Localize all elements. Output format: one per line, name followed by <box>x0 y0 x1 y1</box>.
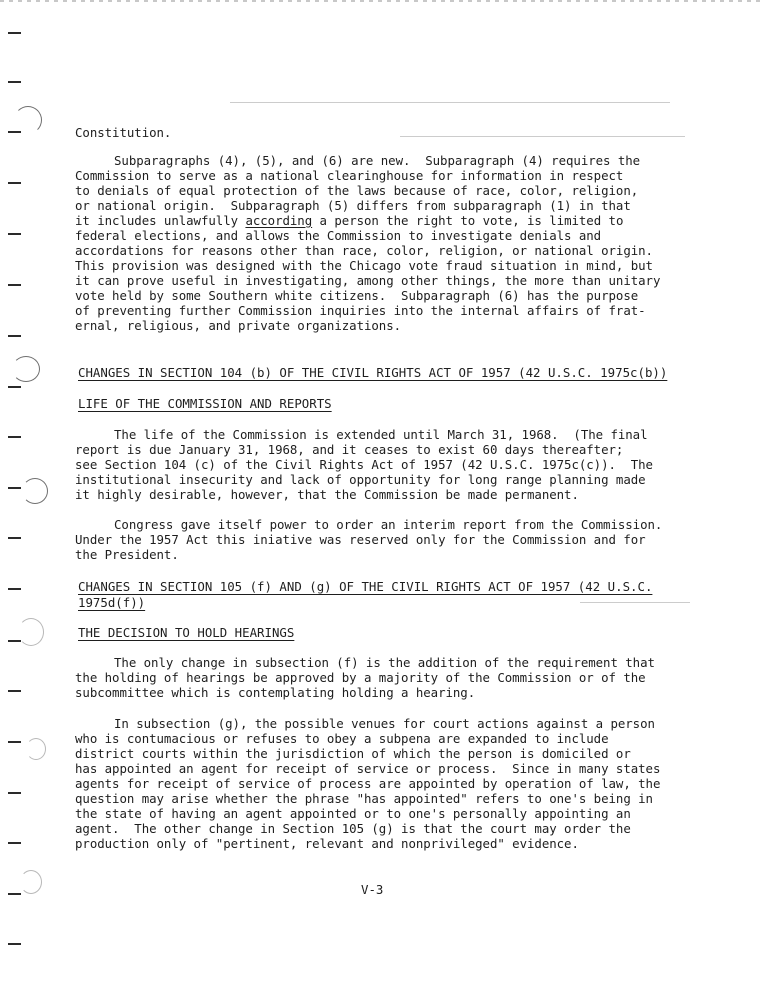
margin-mark <box>8 81 21 83</box>
text-line: ernal, religious, and private organizations. <box>75 318 402 333</box>
margin-mark <box>8 690 21 692</box>
text-segment: a person the right to vote, is limited to <box>312 213 624 228</box>
margin-mark <box>8 842 21 844</box>
text-line: The only change in subsection (f) is the addition of the requirement that <box>114 655 655 670</box>
text-line: who is contumacious or refuses to obey a subpena are expanded to include <box>75 731 609 746</box>
section-heading-continued: 1975d(f)) <box>78 595 146 610</box>
text-line: agents for receipt of service of process are appointed by operation of law, the <box>75 776 661 791</box>
text-line: has appointed an agent for receipt of service or process. Since in many states <box>75 761 661 776</box>
margin-mark <box>8 893 21 895</box>
text-line: the President. <box>75 547 179 562</box>
text-line: accordations for reasons other than race, color, religion, or national origin. <box>75 243 653 258</box>
text-line: Congress gave itself power to order an interim report from the Commission. <box>114 517 663 532</box>
margin-mark <box>8 182 21 184</box>
section-heading: CHANGES IN SECTION 104 (b) OF THE CIVIL RIGHTS ACT OF 1957 (42 U.S.C. 1975c(b)) <box>78 365 668 380</box>
scan-noise <box>230 102 670 103</box>
punch-hole <box>18 618 44 646</box>
margin-mark <box>8 233 21 235</box>
text-segment: it includes unlawfully <box>75 213 246 228</box>
text-line: it can prove useful in investigating, among other things, the more than unitary <box>75 273 661 288</box>
text-line: the holding of hearings be approved by a majority of the Commission or of the <box>75 670 646 685</box>
text-line: agent. The other change in Section 105 (g) is that the court may order the <box>75 821 631 836</box>
text-line: district courts within the jurisdiction of which the person is domiciled or <box>75 746 631 761</box>
text-line: The life of the Commission is extended until March 31, 1968. (The final <box>114 427 648 442</box>
punch-hole <box>12 356 40 382</box>
text-line: or national origin. Subparagraph (5) differs from subparagraph (1) in that <box>75 198 631 213</box>
margin-mark <box>8 537 21 539</box>
punch-hole <box>20 870 42 894</box>
text-line: institutional insecurity and lack of opportunity for long range planning made <box>75 472 646 487</box>
text-line: vote held by some Southern white citizens. Subparagraph (6) has the purpose <box>75 288 639 303</box>
text-line: This provision was designed with the Chicago vote fraud situation in mind, but <box>75 258 653 273</box>
page-top-edge <box>0 0 763 2</box>
text-line: of preventing further Commission inquiries into the internal affairs of frat- <box>75 303 646 318</box>
text-line: Under the 1957 Act this iniative was reserved only for the Commission and for <box>75 532 646 547</box>
margin-mark <box>8 335 21 337</box>
margin-mark <box>8 792 21 794</box>
margin-mark <box>8 588 21 590</box>
text-line: Commission to serve as a national clearinghouse for information in respect <box>75 168 624 183</box>
text-line <box>75 213 623 228</box>
margin-mark <box>8 436 21 438</box>
text-line: Subparagraphs (4), (5), and (6) are new. Subparagraph (4) requires the <box>114 153 641 168</box>
margin-mark <box>8 32 21 34</box>
text-line: the state of having an agent appointed or to one's personally appointing an <box>75 806 631 821</box>
page-number: V-3 <box>361 882 384 897</box>
margin-mark <box>8 640 21 642</box>
text-line: federal elections, and allows the Commission to investigate denials and <box>75 228 602 243</box>
margin-mark <box>8 487 21 489</box>
margin-mark <box>8 741 21 743</box>
margin-mark <box>8 284 21 286</box>
subsection-heading: THE DECISION TO HOLD HEARINGS <box>78 625 295 640</box>
margin-mark <box>8 943 21 945</box>
text-line: it highly desirable, however, that the Commission be made permanent. <box>75 487 579 502</box>
subsection-heading: LIFE OF THE COMMISSION AND REPORTS <box>78 396 332 411</box>
text-line: see Section 104 (c) of the Civil Rights Act of 1957 (42 U.S.C. 1975c(c)). The <box>75 457 653 472</box>
text-line: production only of "pertinent, relevant and nonprivileged" evidence. <box>75 836 579 851</box>
text-line: Constitution. <box>75 125 172 140</box>
text-line: to denials of equal protection of the laws because of race, color, religion, <box>75 183 639 198</box>
text-line: report is due January 31, 1968, and it ceases to exist 60 days thereafter; <box>75 442 624 457</box>
punch-hole <box>22 478 48 504</box>
punch-hole <box>26 738 46 760</box>
margin-mark <box>8 386 21 388</box>
text-line: In subsection (g), the possible venues for court actions against a person <box>114 716 655 731</box>
punch-hole <box>14 106 42 134</box>
scan-noise <box>580 602 690 603</box>
underlined-word: according <box>245 213 313 228</box>
section-heading: CHANGES IN SECTION 105 (f) AND (g) OF THE CIVIL RIGHTS ACT OF 1957 (42 U.S.C. <box>78 579 653 594</box>
text-line: subcommittee which is contemplating holding a hearing. <box>75 685 476 700</box>
text-line: question may arise whether the phrase "has appointed" refers to one's being in <box>75 791 653 806</box>
scan-noise <box>400 136 685 137</box>
